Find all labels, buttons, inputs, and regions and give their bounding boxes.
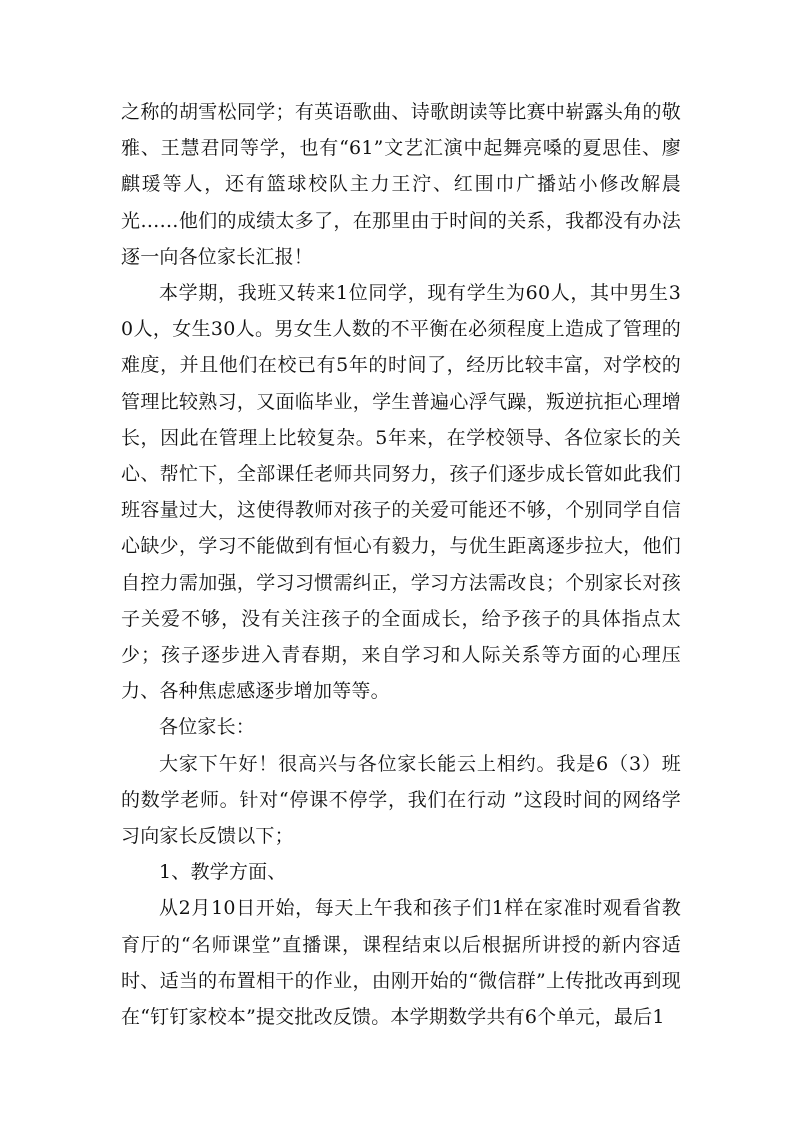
paragraph-greeting: 大家下午好！很高兴与各位家长能云上相约。我是6（3）班的数学老师。针对“停课不停学，我们在行动 ”这段时间的网络学习向家长反馈以下；	[121, 752, 681, 848]
paragraph-greeting-salutation: 各位家长：	[159, 716, 256, 739]
document-body	[121, 94, 681, 1035]
paragraph-class-status: 本学期，我班又转来1位同学，现有学生为60人，其中男生30人，女生30人。男女生人数的不平衡在必须程度上造成了管理的难度，并且他们在校已有5年的时间了，经历比较丰富，对学校的管理比较熟习，又面临毕业，学生普遍心浮气躁，叛逆抗拒心理增长，因此在管理上比较复杂。5年来，在学校领导、各位家长的关心、帮忙下，全部课任老师共同努力，孩子们逐步成长管如此我们班容量过大，这使得教师对孩子的关爱可能还不够，个别同学自信心缺少，学习不能做到有恒心有毅力，与优生距离逐步拉大，他们自控力需加强，学习习惯需纠正，学习方法需改良；个别家长对孩子关爱不够，没有关注孩子的全面成长，给予孩子的具体指点太少；孩子逐步进入青春期，来自学习和人际关系等方面的心理压力、各种焦虑感逐步增加等等。	[121, 282, 681, 703]
paragraph-teaching: 从2月10日开始，每天上午我和孩子们1样在家准时观看省教育厅的“名师课堂”直播课，课程结束以后根据所讲授的新内容适时、适当的布置相干的作业，由刚开始的“微信群”上传批改再到现在“钉钉家校本”提交批改反馈。本学期数学共有6个单元，最后1	[121, 897, 681, 1029]
section-heading-teaching: 1、教学方面、	[159, 861, 287, 884]
paragraph-continuation: 之称的胡雪松同学；有英语歌曲、诗歌朗读等比赛中崭露头角的敬雅、王慧君同等学，也有“61”文艺汇演中起舞亮嗓的夏思佳、廖麒瑗等人，还有篮球校队主力王泞、红围巾广播站小修改解晨光……他们的成绩太多了，在那里由于时间的关系，我都没有办法逐一向各位家长汇报！	[121, 101, 681, 268]
